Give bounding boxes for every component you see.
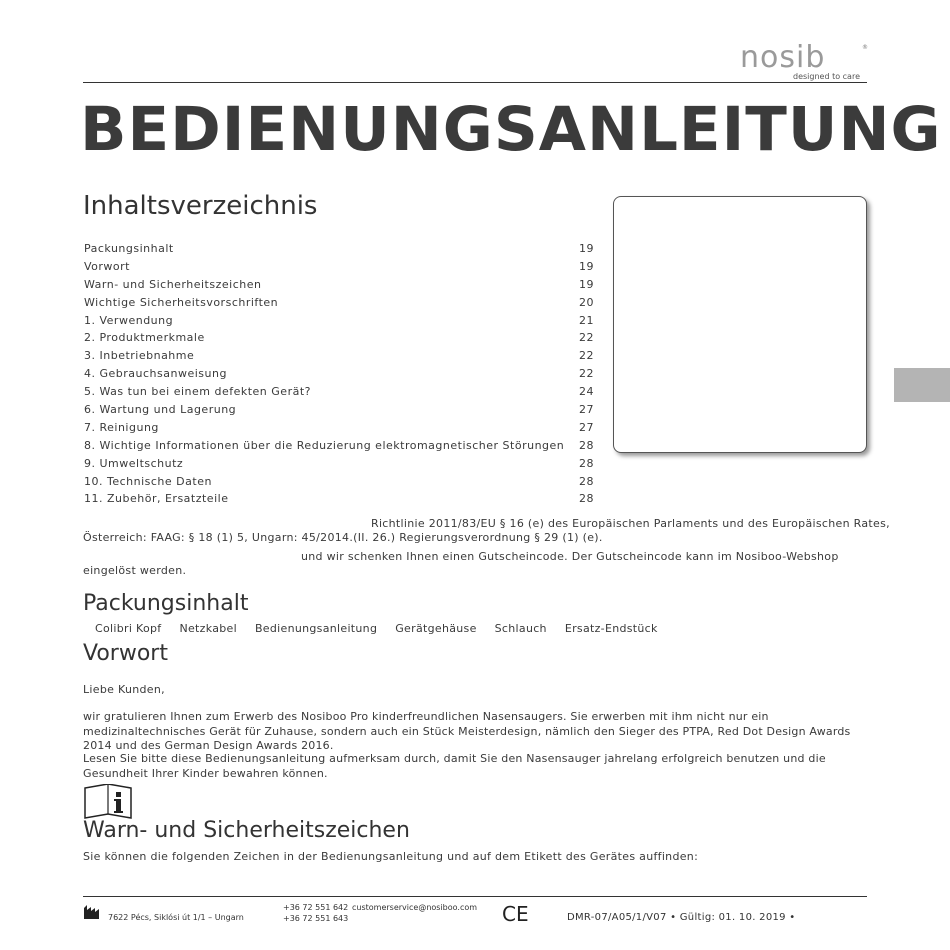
- toc-entry-label: Warn- und Sicherheitszeichen: [84, 277, 262, 291]
- toc-entry-page: 28: [579, 438, 594, 452]
- toc-entry-page: 24: [579, 385, 594, 399]
- chapter-tab: [894, 368, 950, 402]
- toc-entry: [84, 240, 594, 258]
- package-item: Netzkabel: [179, 622, 237, 635]
- toc-entry-label: 6. Wartung und Lagerung: [84, 403, 237, 417]
- toc-entry-label: 8. Wichtige Informationen über die Reduzierung elektromagnetischer Störungen: [84, 438, 565, 452]
- footer-address: 7622 Pécs, Siklósi út 1/1 – Ungarn: [108, 913, 244, 922]
- toc-entry-page: 28: [579, 456, 594, 470]
- toc-entry: [84, 401, 594, 419]
- toc-entry-page: 19: [579, 277, 594, 291]
- package-item: Gerätgehäuse: [395, 622, 477, 635]
- toc-entry-label: Wichtige Sicherheitsvorschriften: [84, 295, 279, 309]
- toc-entry-label: 2. Produktmerkmale: [84, 331, 205, 345]
- toc-entry-page: 21: [579, 313, 594, 327]
- toc-entry-page: 22: [579, 349, 594, 363]
- toc-entry-page: 19: [579, 242, 594, 255]
- toc-entry-label: 11. Zubehör, Ersatzteile: [84, 492, 229, 506]
- toc-entry-label: Vorwort: [84, 259, 130, 273]
- package-item: Bedienungsanleitung: [254, 622, 378, 635]
- toc-entry-label: 10. Technische Daten: [84, 474, 212, 488]
- toc-entry: [84, 365, 594, 383]
- toc-entry: [84, 294, 594, 312]
- brand-logo: nosib: [740, 40, 826, 75]
- toc-entry-label: 7. Reinigung: [84, 420, 159, 434]
- footer-phone-2: +36 72 551 643: [283, 914, 349, 923]
- toc-entry: [84, 383, 594, 401]
- toc-entry-page: 19: [579, 259, 594, 273]
- toc-entry-label: Packungsinhalt: [84, 242, 174, 255]
- warn-text: Sie können die folgenden Zeichen in der Bedienungsanleitung und auf dem Etikett des Gerätes auffinden:: [83, 850, 699, 863]
- package-item: Schlauch: [494, 622, 547, 635]
- vorwort-paragraph-2: Lesen Sie bitte diese Bedienungsanleitung aufmerksam durch, damit Sie den Nasensauger jahrelang erfolgreich benutzen und die Gesundheit Ihrer Kinder bewahren können.: [83, 752, 826, 780]
- toc-entry-label: 1. Verwendung: [84, 313, 174, 327]
- legal-line-4: eingelöst werden.: [83, 564, 187, 577]
- footer-email: customerservice@nosiboo.com: [352, 903, 478, 912]
- footer-divider: [83, 896, 867, 897]
- toc-entry: [84, 419, 594, 437]
- legal-line-1: Richtlinie 2011/83/EU § 16 (e) des Europäischen Parlaments und des Europäischen Rates,: [371, 517, 890, 530]
- toc-entry-page: 28: [579, 474, 594, 488]
- toc-heading: Inhaltsverzeichnis: [83, 191, 318, 221]
- toc-entry: [84, 312, 594, 330]
- toc-entry-page: 27: [579, 420, 594, 434]
- toc-entry-label: 3. Inbetriebnahme: [84, 349, 195, 363]
- toc-entry-page: 22: [579, 331, 594, 345]
- toc-entry-page: 27: [579, 403, 594, 417]
- toc-entry: [84, 455, 594, 473]
- legal-line-3: und wir schenken Ihnen einen Gutscheincode. Der Gutscheincode kann im Nosiboo-Webshop: [301, 550, 839, 563]
- package-item: Colibri Kopf: [95, 622, 162, 635]
- toc-entry: [84, 347, 594, 365]
- toc-entry: [84, 473, 594, 491]
- legal-line-2: Österreich: FAAG: § 18 (1) 5, Ungarn: 45/2014.(II. 26.) Regierungsverordnung § 29 (1) (e).: [83, 531, 603, 544]
- toc-entry-label: 4. Gebrauchsanweisung: [84, 367, 227, 381]
- toc-entry-page: 28: [579, 492, 594, 506]
- vorwort-paragraph-1: wir gratulieren Ihnen zum Erwerb des Nosiboo Pro kinderfreundlichen Nasensaugers. Sie erwerben mit ihm nicht nur ein medizinaltechnisches Gerät für Zuhause, sondern auch ein Stück Meisterdesign, nämlich den Sieger des PTPA, Red Dot Design Awards 2014 und des German Design Awards 2016.: [83, 710, 851, 752]
- warn-heading: Warn- und Sicherheitszeichen: [83, 818, 410, 843]
- package-contents-list: [95, 622, 676, 635]
- toc-entry: [84, 258, 594, 276]
- vorwort-heading: Vorwort: [83, 641, 168, 666]
- product-image-frame: [613, 196, 867, 453]
- toc-entry: [84, 437, 594, 455]
- footer-phone-1: +36 72 551 642: [283, 903, 349, 912]
- header-divider: [83, 82, 867, 83]
- ce-mark: CE: [502, 902, 529, 926]
- toc-entry: [84, 276, 594, 294]
- toc-entry-page: 22: [579, 367, 594, 381]
- document-reference: DMR-07/A05/1/V07 • Gültig: 01. 10. 2019 •: [567, 912, 796, 923]
- table-of-contents: [84, 240, 594, 508]
- toc-entry-label: 9. Umweltschutz: [84, 456, 184, 470]
- package-item: Ersatz-Endstück: [564, 622, 658, 635]
- page-title: BEDIENUNGSANLEITUNG: [80, 94, 942, 165]
- vorwort-greeting: Liebe Kunden,: [83, 683, 165, 696]
- toc-entry-page: 20: [579, 295, 594, 309]
- registered-mark: ®: [862, 44, 868, 51]
- toc-entry: [84, 329, 594, 347]
- brand-tagline: designed to care: [793, 72, 860, 81]
- toc-entry-label: 5. Was tun bei einem defekten Gerät?: [84, 385, 311, 399]
- manufacturer-icon: [83, 904, 105, 924]
- toc-entry: [84, 490, 594, 508]
- packungsinhalt-heading: Packungsinhalt: [83, 591, 249, 616]
